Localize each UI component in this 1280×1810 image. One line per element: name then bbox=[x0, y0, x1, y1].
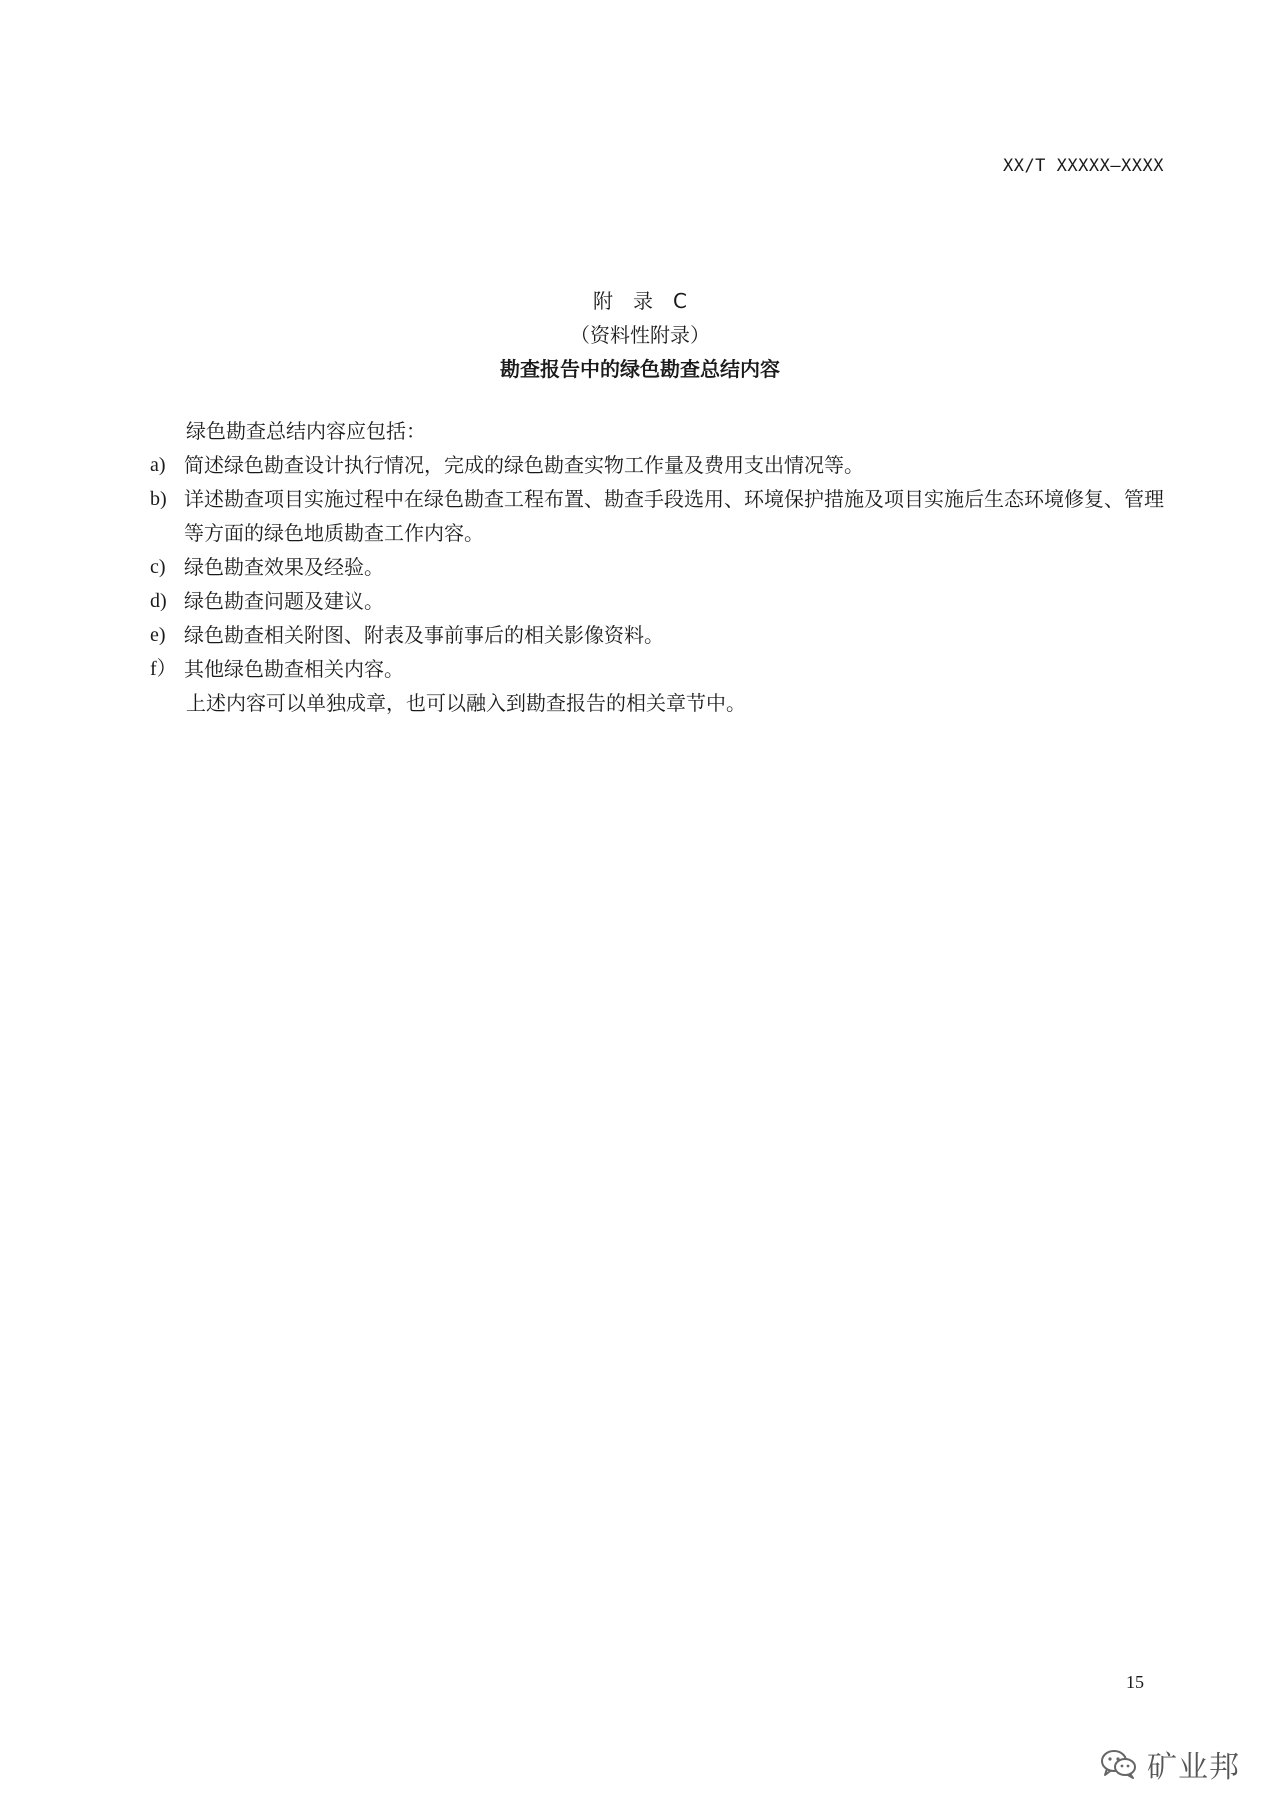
appendix-label: 附 录 C bbox=[593, 289, 687, 313]
list-item-marker: f） bbox=[150, 658, 177, 680]
list-item bbox=[150, 652, 1166, 686]
appendix-heading bbox=[0, 284, 1280, 386]
list-item-text: 其他绿色勘查相关内容。 bbox=[184, 657, 404, 681]
list-item bbox=[150, 448, 1166, 482]
list-item-text: 绿色勘查相关附图、附表及事前事后的相关影像资料。 bbox=[184, 623, 664, 647]
list-item-text: 绿色勘查效果及经验。 bbox=[184, 555, 384, 579]
list-item-text: 绿色勘查问题及建议。 bbox=[184, 589, 384, 613]
list-item-marker: a) bbox=[150, 454, 166, 476]
list-item-text: 简述绿色勘查设计执行情况，完成的绿色勘查实物工作量及费用支出情况等。 bbox=[184, 453, 864, 477]
list-item bbox=[150, 550, 1166, 584]
list-item-text: 详述勘查项目实施过程中在绿色勘查工程布置、勘查手段选用、环境保护措施及项目实施后生态环境修复、管理等方面的绿色地质勘查工作内容。 bbox=[184, 487, 1164, 545]
closing-paragraph: 上述内容可以单独成章，也可以融入到勘查报告的相关章节中。 bbox=[186, 691, 746, 715]
list-item-marker: c) bbox=[150, 556, 166, 578]
list-item bbox=[150, 482, 1166, 550]
appendix-body bbox=[150, 414, 1166, 720]
list-item-marker: d) bbox=[150, 590, 167, 612]
page-number: 15 bbox=[1126, 1672, 1144, 1692]
list-item-marker: e) bbox=[150, 624, 166, 646]
appendix-type: （资料性附录） bbox=[570, 323, 710, 347]
list-item bbox=[150, 618, 1166, 652]
appendix-title: 勘查报告中的绿色勘查总结内容 bbox=[500, 357, 780, 381]
standard-code: XX/T XXXXX—XXXX bbox=[1002, 156, 1164, 176]
wechat-icon bbox=[1099, 1748, 1139, 1780]
list-item bbox=[150, 584, 1166, 618]
watermark-text: 矿业邦 bbox=[1147, 1750, 1240, 1785]
watermark bbox=[1099, 1742, 1240, 1786]
list-item-marker: b) bbox=[150, 488, 167, 510]
intro-paragraph: 绿色勘查总结内容应包括： bbox=[186, 419, 426, 443]
